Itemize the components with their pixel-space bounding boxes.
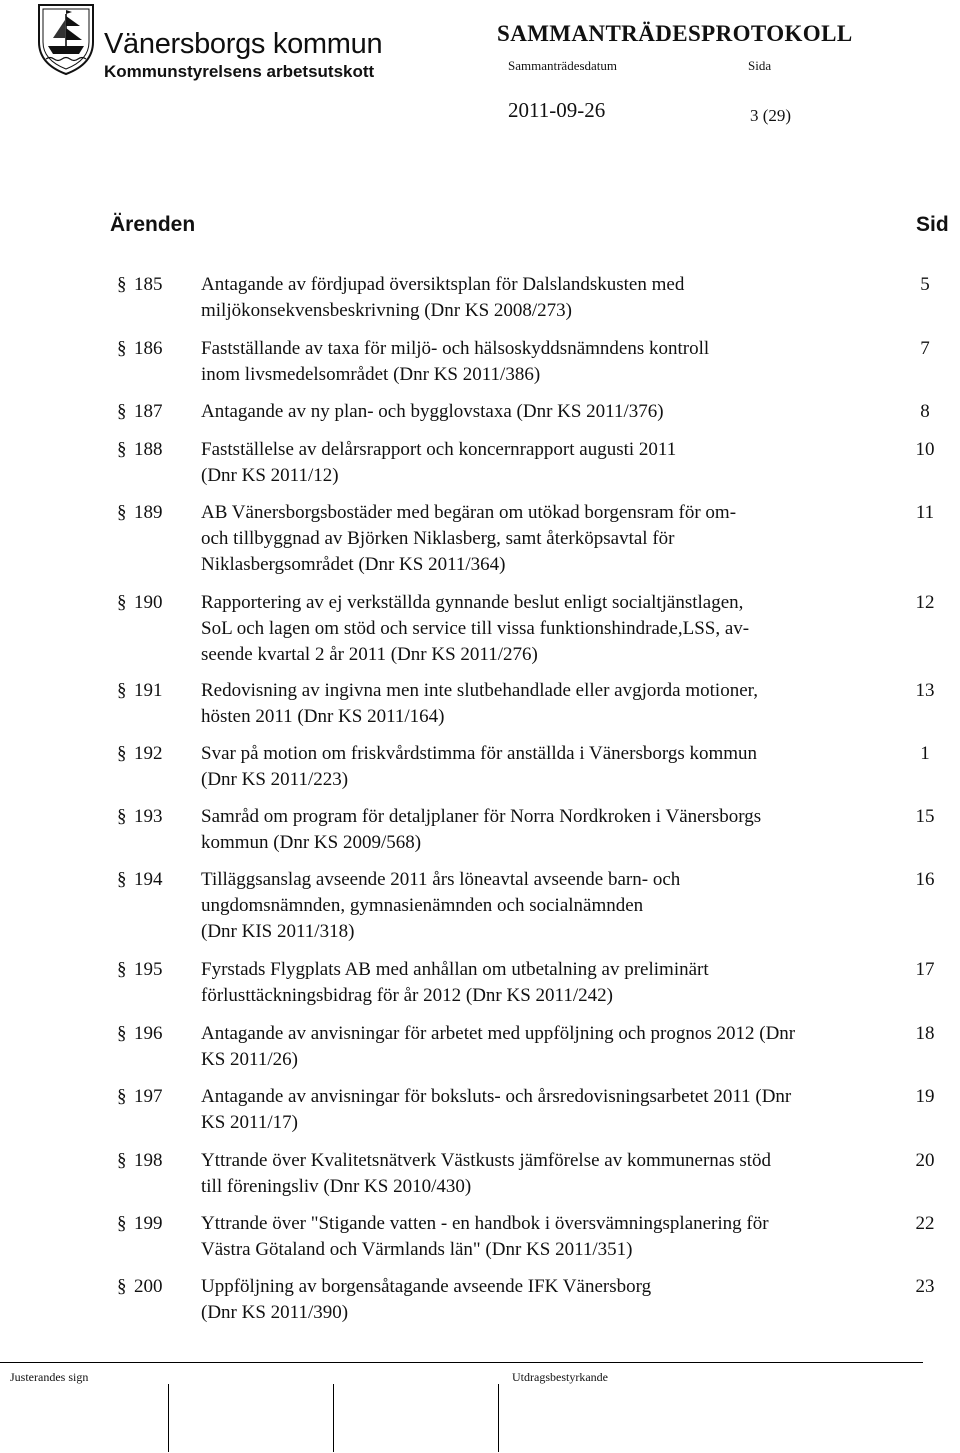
item-title bbox=[201, 957, 891, 1009]
item-title-line: och tillbyggnad av Björken Niklasberg, samt återköpsavtal för bbox=[201, 528, 675, 549]
item-page: 19 bbox=[915, 1086, 935, 1107]
item-number: 188 bbox=[134, 439, 163, 460]
item-title-line: förlusttäckningsbidrag för år 2012 (Dnr KS 2011/242) bbox=[201, 985, 613, 1006]
item-title bbox=[201, 867, 891, 945]
section-symbol: § bbox=[117, 869, 127, 890]
item-title-line: Fyrstads Flygplats AB med anhållan om utbetalning av preliminärt bbox=[201, 959, 709, 980]
section-symbol: § bbox=[117, 592, 127, 613]
item-page: 23 bbox=[915, 1276, 935, 1297]
item-title-line: Svar på motion om friskvårdstimma för anställda i Vänersborgs kommun bbox=[201, 743, 758, 764]
section-symbol: § bbox=[117, 502, 127, 523]
item-title bbox=[201, 678, 891, 730]
item-page: 13 bbox=[915, 680, 935, 701]
page-number: 3 (29) bbox=[750, 106, 792, 125]
item-title-line: Tilläggsanslag avseende 2011 års löneavtal avseende barn- och bbox=[201, 869, 681, 890]
item-title bbox=[201, 437, 891, 489]
item-title-line: ungdomsnämnden, gymnasienämnden och socialnämnden bbox=[201, 895, 644, 916]
item-number: 185 bbox=[134, 274, 163, 295]
item-title bbox=[201, 1021, 891, 1073]
item-title bbox=[201, 1148, 891, 1200]
item-title-line: Antagande av ny plan- och bygglovstaxa (Dnr KS 2011/376) bbox=[201, 401, 664, 422]
item-title bbox=[201, 741, 891, 793]
item-title-line: Yttrande över Kvalitetsnätverk Västkusts jämförelse av kommunernas stöd bbox=[201, 1150, 772, 1171]
item-number: 199 bbox=[134, 1213, 163, 1234]
item-title-line: Antagande av fördjupad översiktsplan för Dalslandskusten med bbox=[201, 274, 685, 295]
item-title-line: (Dnr KS 2011/223) bbox=[201, 769, 349, 790]
section-symbol: § bbox=[117, 1276, 127, 1297]
section-heading: Ärenden bbox=[110, 213, 196, 236]
section-symbol: § bbox=[117, 743, 127, 764]
page-column-heading: Sid bbox=[916, 213, 949, 236]
item-title-line: miljökonsekvensbeskrivning (Dnr KS 2008/273) bbox=[201, 300, 573, 321]
item-title-line: SoL och lagen om stöd och service till vissa funktionshindrade,LSS, av- bbox=[201, 618, 750, 639]
item-page: 5 bbox=[920, 274, 930, 295]
section-symbol: § bbox=[117, 1213, 127, 1234]
item-number: 191 bbox=[134, 680, 163, 701]
item-title bbox=[201, 590, 891, 668]
item-page: 15 bbox=[915, 806, 935, 827]
section-symbol: § bbox=[117, 439, 127, 460]
signature-box-divider bbox=[333, 1384, 334, 1452]
item-title-line: hösten 2011 (Dnr KS 2011/164) bbox=[201, 706, 445, 727]
item-number: 190 bbox=[134, 592, 163, 613]
item-title bbox=[201, 399, 891, 425]
item-page: 1 bbox=[920, 743, 930, 764]
signature-box-divider bbox=[168, 1384, 169, 1452]
item-number: 196 bbox=[134, 1023, 163, 1044]
document-title: SAMMANTRÄDESPROTOKOLL bbox=[497, 21, 853, 46]
item-number: 195 bbox=[134, 959, 163, 980]
item-number: 192 bbox=[134, 743, 163, 764]
item-title-line: (Dnr KS 2011/390) bbox=[201, 1302, 349, 1323]
item-number: 194 bbox=[134, 869, 163, 890]
item-page: 16 bbox=[915, 869, 935, 890]
footer-divider bbox=[0, 1362, 923, 1363]
meeting-date-value: 2011-09-26 bbox=[508, 98, 606, 122]
item-page: 22 bbox=[915, 1213, 935, 1234]
item-page: 20 bbox=[915, 1150, 935, 1171]
item-number: 187 bbox=[134, 401, 163, 422]
organization-name: Vänersborgs kommun bbox=[104, 28, 383, 60]
item-number: 189 bbox=[134, 502, 163, 523]
section-symbol: § bbox=[117, 959, 127, 980]
item-title bbox=[201, 804, 891, 856]
item-page: 18 bbox=[915, 1023, 935, 1044]
item-title-line: seende kvartal 2 år 2011 (Dnr KS 2011/276) bbox=[201, 644, 538, 665]
item-title-line: (Dnr KIS 2011/318) bbox=[201, 921, 355, 942]
item-title-line: Niklasbergsområdet (Dnr KS 2011/364) bbox=[201, 554, 506, 575]
item-page: 10 bbox=[915, 439, 935, 460]
item-title-line: KS 2011/17) bbox=[201, 1112, 298, 1133]
item-title-line: (Dnr KS 2011/12) bbox=[201, 465, 339, 486]
item-page: 12 bbox=[915, 592, 935, 613]
item-title-line: Fastställande av taxa för miljö- och hälsoskyddsnämndens kontroll bbox=[201, 338, 710, 359]
municipality-crest-logo bbox=[36, 2, 96, 76]
item-page: 7 bbox=[920, 338, 930, 359]
signature-label: Justerandes sign bbox=[10, 1370, 89, 1384]
section-symbol: § bbox=[117, 1150, 127, 1171]
section-symbol: § bbox=[117, 1086, 127, 1107]
item-title-line: kommun (Dnr KS 2009/568) bbox=[201, 832, 422, 853]
item-page: 17 bbox=[915, 959, 935, 980]
item-title-line: Yttrande över "Stigande vatten - en handbok i översvämningsplanering för bbox=[201, 1213, 769, 1234]
signature-box-divider bbox=[498, 1384, 499, 1452]
item-number: 198 bbox=[134, 1150, 163, 1171]
organization-committee: Kommunstyrelsens arbetsutskott bbox=[104, 62, 375, 81]
item-title-line: till föreningsliv (Dnr KS 2010/430) bbox=[201, 1176, 472, 1197]
item-title-line: Uppföljning av borgensåtagande avseende IFK Vänersborg bbox=[201, 1276, 652, 1297]
item-title-line: Antagande av anvisningar för boksluts- och årsredovisningsarbetet 2011 (Dnr bbox=[201, 1086, 792, 1107]
meeting-date-label: Sammanträdesdatum bbox=[508, 58, 618, 73]
section-symbol: § bbox=[117, 806, 127, 827]
item-title bbox=[201, 500, 891, 578]
item-title-line: Antagande av anvisningar för arbetet med uppföljning och prognos 2012 (Dnr bbox=[201, 1023, 796, 1044]
item-title-line: Västra Götaland och Värmlands län" (Dnr KS 2011/351) bbox=[201, 1239, 633, 1260]
item-title-line: Rapportering av ej verkställda gynnande beslut enligt socialtjänstlagen, bbox=[201, 592, 744, 613]
section-symbol: § bbox=[117, 274, 127, 295]
item-number: 193 bbox=[134, 806, 163, 827]
item-page: 11 bbox=[915, 502, 935, 523]
item-title-line: Fastställelse av delårsrapport och koncernrapport augusti 2011 bbox=[201, 439, 677, 460]
section-symbol: § bbox=[117, 680, 127, 701]
section-symbol: § bbox=[117, 338, 127, 359]
item-title-line: AB Vänersborgsbostäder med begäran om utökad borgensram för om- bbox=[201, 502, 737, 523]
item-title-line: KS 2011/26) bbox=[201, 1049, 298, 1070]
section-symbol: § bbox=[117, 1023, 127, 1044]
page-label: Sida bbox=[748, 58, 772, 73]
item-title bbox=[201, 272, 891, 324]
item-title-line: Samråd om program för detaljplaner för Norra Nordkroken i Vänersborgs bbox=[201, 806, 762, 827]
section-symbol: § bbox=[117, 401, 127, 422]
item-number: 200 bbox=[134, 1276, 163, 1297]
item-title-line: Redovisning av ingivna men inte slutbehandlade eller avgjorda motioner, bbox=[201, 680, 758, 701]
item-title bbox=[201, 336, 891, 388]
item-title-line: inom livsmedelsområdet (Dnr KS 2011/386) bbox=[201, 364, 541, 385]
item-title bbox=[201, 1084, 891, 1136]
extract-certification-label: Utdragsbestyrkande bbox=[512, 1370, 608, 1384]
item-title bbox=[201, 1274, 891, 1326]
item-number: 197 bbox=[134, 1086, 163, 1107]
item-title bbox=[201, 1211, 891, 1263]
item-number: 186 bbox=[134, 338, 163, 359]
item-page: 8 bbox=[920, 401, 930, 422]
